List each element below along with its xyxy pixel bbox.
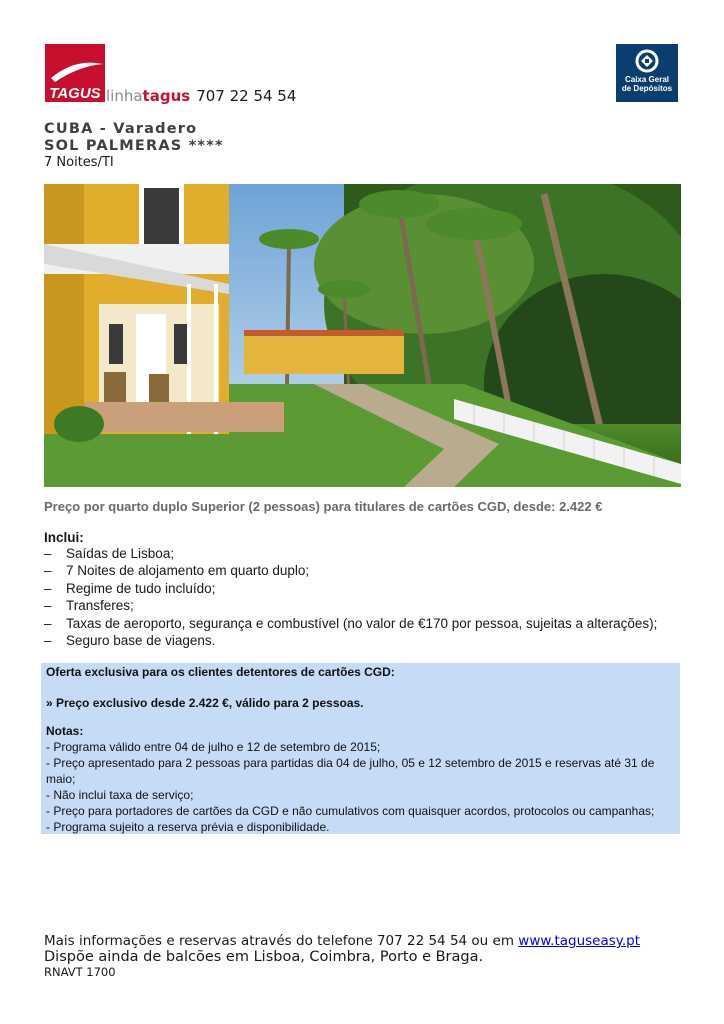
note-item: - Preço para portadores de cartões da CGD e não cumulativos com quaisquer acordos, protocolos ou campanhas;: [46, 804, 655, 818]
list-item: [44, 562, 657, 579]
contact-info: [44, 933, 640, 949]
includes-list: [44, 545, 657, 649]
dash: –: [44, 632, 52, 648]
cgd-symbol-icon: [635, 49, 659, 73]
contact-text: Mais informações e reservas através do telefone 707 22 54 54 ou em: [44, 933, 519, 949]
list-item: [44, 545, 657, 562]
price-line: Preço por quarto duplo Superior (2 pessoas) para titulares de cartões CGD, desde: 2.422 €: [44, 499, 603, 514]
line-brand: tagus: [142, 87, 191, 105]
list-item: [44, 580, 657, 597]
dash: –: [44, 598, 52, 614]
list-item: [44, 615, 657, 632]
line-prefix: linha: [106, 87, 143, 105]
dash: –: [44, 580, 52, 596]
tagus-phone-line: [106, 87, 296, 105]
dash: –: [44, 546, 52, 561]
include-item-text: Regime de tudo incluído;: [66, 580, 216, 596]
tagus-logo: [45, 44, 105, 102]
include-item-text: Transferes;: [66, 598, 134, 614]
bank-name-line1: Caixa Geral: [624, 75, 670, 84]
note-item: maio;: [46, 772, 76, 786]
note-item: - Programa sujeito a reserva prévia e disponibilidade.: [46, 820, 330, 834]
license-number: RNAVT 1700: [44, 965, 116, 979]
list-item: [44, 632, 657, 649]
offer-box: [41, 663, 680, 834]
cgd-logo: [616, 44, 678, 102]
note-item: - Programa válido entre 04 de julho e 12 de setembro de 2015;: [46, 740, 381, 754]
phone-number: 707 22 54 54: [196, 87, 297, 105]
offer-price: » Preço exclusivo desde 2.422 €, válido para 2 pessoas.: [46, 696, 364, 710]
include-item-text: 7 Noites de alojamento em quarto duplo;: [66, 563, 310, 579]
list-item: [44, 597, 657, 614]
dash: –: [44, 563, 52, 579]
hotel-title: SOL PALMERAS ****: [44, 138, 224, 154]
include-item-text: Saídas de Lisboa;: [66, 546, 175, 561]
includes-heading: Inclui:: [44, 530, 84, 545]
offer-heading: Oferta exclusiva para os clientes detentores de cartões CGD:: [46, 665, 395, 679]
tagus-logo-text: TAGUS: [49, 85, 101, 102]
note-item: - Não inclui taxa de serviço;: [46, 788, 194, 802]
note-item: - Preço apresentado para 2 pessoas para partidas dia 04 de julho, 05 e 12 setembro de 2015 e reservas até 31 de: [46, 756, 655, 770]
include-item-text: Taxas de aeroporto, segurança e combustível (no valor de €170 por pessoa, sujeitas a alterações);: [66, 615, 658, 631]
destination-title: CUBA - Varadero: [44, 121, 198, 137]
website-link[interactable]: www.taguseasy.pt: [518, 933, 641, 949]
duration-subtitle: 7 Noites/TI: [44, 155, 114, 170]
resort-photo: [44, 184, 681, 487]
include-item-text: Seguro base de viagens.: [66, 632, 216, 648]
notes-heading: Notas:: [46, 724, 84, 738]
bank-name-line2: de Depósitos: [621, 84, 673, 93]
dash: –: [44, 615, 52, 631]
branches-info: Dispõe ainda de balcões em Lisboa, Coimbra, Porto e Braga.: [44, 949, 484, 965]
